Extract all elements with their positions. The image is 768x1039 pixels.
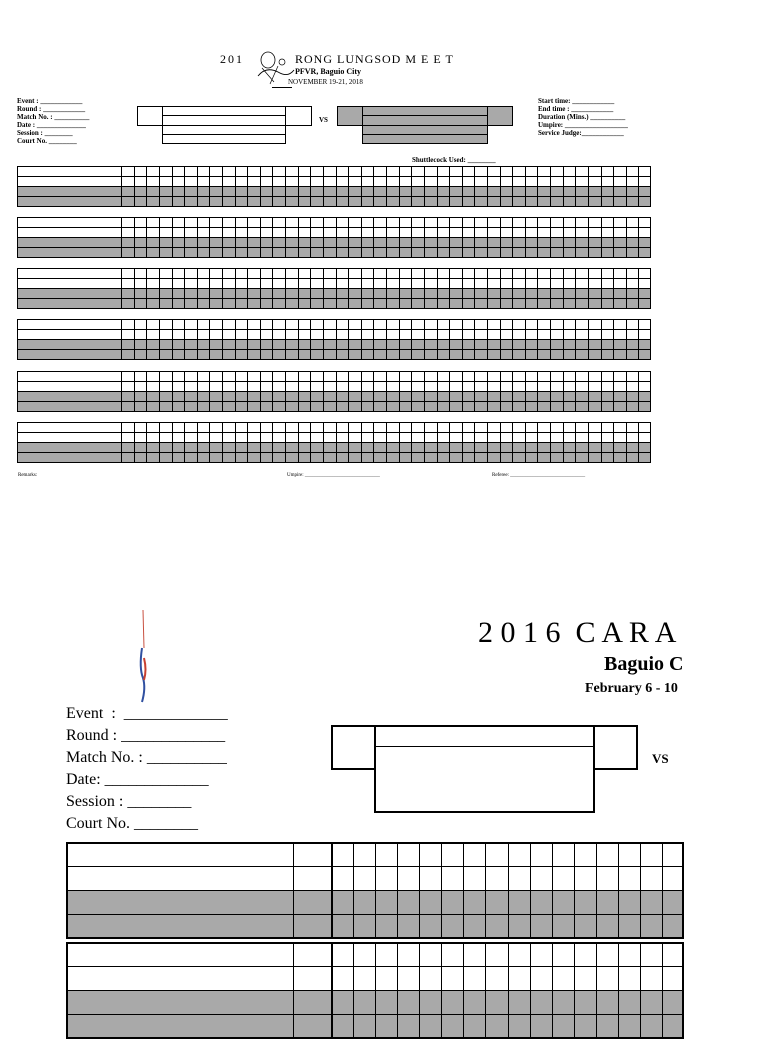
score-row[interactable] bbox=[17, 247, 651, 258]
score-row[interactable] bbox=[17, 298, 651, 309]
score-row[interactable] bbox=[17, 452, 651, 463]
field2-match-no[interactable]: Match No. : __________ bbox=[66, 749, 227, 766]
field-shuttlecock-used[interactable]: Shuttlecock Used: ________ bbox=[412, 156, 496, 164]
sheet1-remarks: Remarks: bbox=[18, 473, 38, 478]
field2-session[interactable]: Session : ________ bbox=[66, 793, 192, 810]
sheet2-title: 2 0 1 6 C A R A bbox=[478, 616, 677, 649]
field-match-no[interactable]: Match No. : __________ bbox=[17, 113, 90, 121]
field2-court-no[interactable]: Court No. ________ bbox=[66, 815, 198, 832]
field-end-time[interactable]: End time : ____________ bbox=[538, 105, 614, 113]
field-duration[interactable]: Duration (Mins.) __________ bbox=[538, 113, 626, 121]
score-row[interactable] bbox=[17, 349, 651, 360]
score-row[interactable] bbox=[17, 196, 651, 207]
sheet2-vs: VS bbox=[652, 751, 669, 766]
field2-event[interactable]: Event : _____________ bbox=[66, 705, 228, 722]
sheet2-venue: Baguio C bbox=[604, 653, 684, 675]
sheet1-venue: PFVR, Baguio City bbox=[295, 67, 361, 76]
sheet1-referee-signature[interactable]: Referee: ______________________________ bbox=[492, 473, 586, 478]
field2-round[interactable]: Round : _____________ bbox=[66, 727, 226, 744]
field-court-no[interactable]: Court No. ________ bbox=[17, 137, 77, 145]
score-row[interactable] bbox=[17, 401, 651, 412]
sheet1-title-left: 201 bbox=[220, 52, 244, 66]
sheet1-title-right: RONG LUNGSOD M E E T bbox=[295, 52, 454, 66]
field-date[interactable]: Date : ______________ bbox=[17, 121, 86, 129]
flag-logo-icon bbox=[136, 608, 150, 704]
field2-date[interactable]: Date: _____________ bbox=[66, 771, 209, 788]
sheet1-umpire-signature[interactable]: Umpire: ______________________________ bbox=[287, 473, 380, 478]
sheet1-dates: NOVEMBER 19-21, 2018 bbox=[288, 78, 363, 86]
field-round[interactable]: Round : ____________ bbox=[17, 105, 86, 113]
field-service-judge[interactable]: Service Judge:____________ bbox=[538, 129, 624, 137]
field-session[interactable]: Session : ________ bbox=[17, 129, 73, 137]
field-start-time[interactable]: Start time: ____________ bbox=[538, 97, 615, 105]
field-event[interactable]: Event : ____________ bbox=[17, 97, 83, 105]
field-umpire[interactable]: Umpire: __________________ bbox=[538, 121, 628, 129]
sheet1-vs: VS bbox=[319, 116, 328, 124]
sheet2-dates: February 6 - 10 bbox=[585, 681, 678, 696]
